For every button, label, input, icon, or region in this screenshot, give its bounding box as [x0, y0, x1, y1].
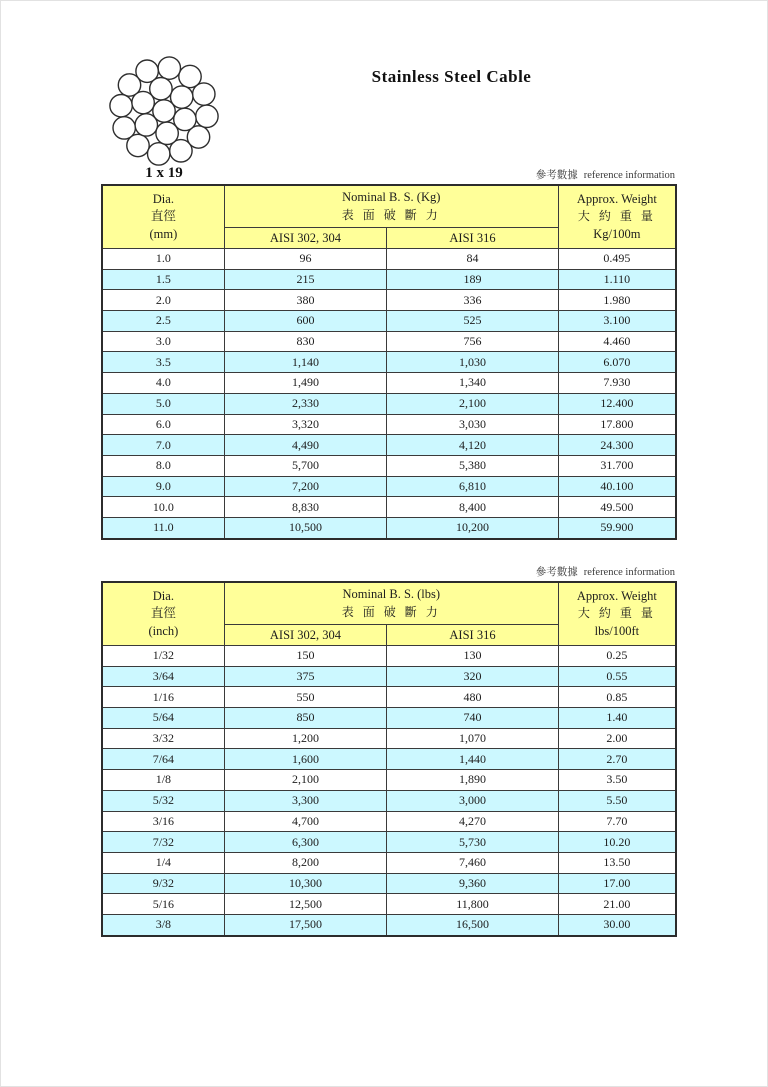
cell-diameter: 3.5 [102, 352, 224, 373]
cell-weight: 0.85 [558, 687, 676, 708]
cell-weight: 0.495 [558, 249, 676, 270]
table-row [102, 646, 676, 667]
cell-diameter: 1/32 [102, 646, 224, 667]
table-row [102, 290, 676, 311]
cell-aisi316: 3,000 [387, 790, 559, 811]
cell-diameter: 1.5 [102, 269, 224, 290]
cell-aisi302-304: 17,500 [224, 914, 386, 935]
cell-aisi316: 189 [387, 269, 559, 290]
construction-label: 1 x 19 [145, 165, 183, 181]
cell-aisi302-304: 96 [224, 249, 386, 270]
cell-aisi302-304: 2,100 [224, 770, 386, 791]
cell-weight: 3.50 [558, 770, 676, 791]
cell-aisi302-304: 4,490 [224, 435, 386, 456]
cell-aisi316: 480 [387, 687, 559, 708]
metric-aisi302-304-header: AISI 302, 304 [224, 228, 386, 249]
cell-aisi302-304: 150 [224, 646, 386, 667]
imperial-aisi302-304-header: AISI 302, 304 [224, 625, 386, 646]
cell-diameter: 1/16 [102, 687, 224, 708]
cell-diameter: 3/16 [102, 811, 224, 832]
cell-weight: 6.070 [558, 352, 676, 373]
cell-aisi302-304: 1,600 [224, 749, 386, 770]
cell-weight: 1.980 [558, 290, 676, 311]
cell-aisi316: 1,340 [387, 373, 559, 394]
table-row [102, 269, 676, 290]
table-row [102, 393, 676, 414]
cell-aisi316: 4,120 [387, 435, 559, 456]
cell-diameter: 7.0 [102, 435, 224, 456]
cell-aisi302-304: 600 [224, 311, 386, 332]
cell-diameter: 2.5 [102, 311, 224, 332]
table-row [102, 708, 676, 729]
cell-weight: 10.20 [558, 832, 676, 853]
cell-weight: 2.00 [558, 728, 676, 749]
cell-aisi316: 4,270 [387, 811, 559, 832]
cell-diameter: 1.0 [102, 249, 224, 270]
cell-diameter: 5/64 [102, 708, 224, 729]
table-row [102, 894, 676, 915]
table-row [102, 249, 676, 270]
cell-aisi316: 740 [387, 708, 559, 729]
cell-diameter: 5/16 [102, 894, 224, 915]
cell-aisi316: 16,500 [387, 914, 559, 935]
cell-weight: 3.100 [558, 311, 676, 332]
imperial-spec-table [101, 581, 677, 937]
cell-diameter: 3/32 [102, 728, 224, 749]
table-row [102, 331, 676, 352]
reference-note-zh: 參考數據 [535, 170, 578, 181]
table-row [102, 770, 676, 791]
cell-aisi316: 320 [387, 666, 559, 687]
cell-weight: 1.40 [558, 708, 676, 729]
cell-aisi302-304: 6,300 [224, 832, 386, 853]
cell-aisi316: 525 [387, 311, 559, 332]
cell-weight: 13.50 [558, 852, 676, 873]
cell-weight: 49.500 [558, 497, 676, 518]
cell-aisi316: 1,070 [387, 728, 559, 749]
cable-cross-section-icon [104, 51, 224, 171]
table-row [102, 914, 676, 935]
table-row [102, 790, 676, 811]
cell-aisi302-304: 12,500 [224, 894, 386, 915]
cell-aisi302-304: 830 [224, 331, 386, 352]
cell-weight: 5.50 [558, 790, 676, 811]
cell-diameter: 5/32 [102, 790, 224, 811]
cell-diameter: 6.0 [102, 414, 224, 435]
cell-weight: 40.100 [558, 476, 676, 497]
cell-aisi302-304: 7,200 [224, 476, 386, 497]
cell-weight: 1.110 [558, 269, 676, 290]
cell-weight: 21.00 [558, 894, 676, 915]
cell-aisi302-304: 550 [224, 687, 386, 708]
cell-aisi316: 9,360 [387, 873, 559, 894]
metric-spec-table [101, 184, 677, 540]
reference-note [375, 564, 675, 579]
cell-aisi302-304: 10,300 [224, 873, 386, 894]
imperial-breaking-strength-header: Nominal B. S. (lbs) 表 面 破 斷 力 [224, 582, 558, 625]
cell-diameter: 2.0 [102, 290, 224, 311]
cell-aisi302-304: 3,300 [224, 790, 386, 811]
cell-weight: 30.00 [558, 914, 676, 935]
table-row [102, 749, 676, 770]
cell-aisi316: 7,460 [387, 852, 559, 873]
imperial-weight-header: Approx. Weight 大 約 重 量 lbs/100ft [558, 582, 676, 646]
cell-diameter: 8.0 [102, 455, 224, 476]
table-row [102, 311, 676, 332]
table-row [102, 852, 676, 873]
cell-weight: 4.460 [558, 331, 676, 352]
reference-note-en: reference information [583, 170, 675, 181]
table-row [102, 728, 676, 749]
cell-diameter: 5.0 [102, 393, 224, 414]
cell-aisi316: 1,890 [387, 770, 559, 791]
cell-aisi302-304: 1,200 [224, 728, 386, 749]
cell-aisi302-304: 8,830 [224, 497, 386, 518]
cell-weight: 31.700 [558, 455, 676, 476]
cell-aisi302-304: 215 [224, 269, 386, 290]
cell-diameter: 3.0 [102, 331, 224, 352]
cell-aisi302-304: 8,200 [224, 852, 386, 873]
cell-aisi302-304: 2,330 [224, 393, 386, 414]
cell-aisi316: 5,380 [387, 455, 559, 476]
cell-weight: 0.55 [558, 666, 676, 687]
cell-weight: 59.900 [558, 517, 676, 538]
cell-diameter: 7/32 [102, 832, 224, 853]
table-row [102, 687, 676, 708]
table-row [102, 435, 676, 456]
cell-aisi302-304: 1,140 [224, 352, 386, 373]
cell-aisi316: 2,100 [387, 393, 559, 414]
cell-weight: 0.25 [558, 646, 676, 667]
cell-aisi302-304: 375 [224, 666, 386, 687]
cell-diameter: 9.0 [102, 476, 224, 497]
cell-aisi302-304: 4,700 [224, 811, 386, 832]
cell-diameter: 7/64 [102, 749, 224, 770]
cell-diameter: 9/32 [102, 873, 224, 894]
metric-dia-header: Dia. 直徑 (mm) [102, 185, 224, 249]
cell-diameter: 10.0 [102, 497, 224, 518]
cell-diameter: 3/8 [102, 914, 224, 935]
cell-aisi302-304: 3,320 [224, 414, 386, 435]
cell-weight: 7.930 [558, 373, 676, 394]
cell-aisi316: 3,030 [387, 414, 559, 435]
cell-diameter: 4.0 [102, 373, 224, 394]
cell-weight: 24.300 [558, 435, 676, 456]
cell-diameter: 3/64 [102, 666, 224, 687]
table-row [102, 352, 676, 373]
cell-aisi316: 1,440 [387, 749, 559, 770]
cell-aisi302-304: 5,700 [224, 455, 386, 476]
cell-aisi302-304: 10,500 [224, 517, 386, 538]
cell-aisi302-304: 1,490 [224, 373, 386, 394]
metric-weight-header: Approx. Weight 大 約 重 量 Kg/100m [558, 185, 676, 249]
table-row [102, 476, 676, 497]
table-row [102, 832, 676, 853]
table-row [102, 873, 676, 894]
table-row [102, 414, 676, 435]
cell-aisi316: 1,030 [387, 352, 559, 373]
cell-weight: 12.400 [558, 393, 676, 414]
cell-diameter: 11.0 [102, 517, 224, 538]
table-row [102, 811, 676, 832]
cell-aisi316: 756 [387, 331, 559, 352]
table-row [102, 666, 676, 687]
cell-weight: 17.800 [558, 414, 676, 435]
reference-note-zh: 參考數據 [535, 567, 578, 578]
cell-weight: 2.70 [558, 749, 676, 770]
cell-aisi316: 8,400 [387, 497, 559, 518]
cell-aisi316: 10,200 [387, 517, 559, 538]
cell-aisi316: 84 [387, 249, 559, 270]
cell-diameter: 1/4 [102, 852, 224, 873]
table-row [102, 497, 676, 518]
reference-note-en: reference information [583, 567, 675, 578]
cell-aisi316: 11,800 [387, 894, 559, 915]
cell-weight: 17.00 [558, 873, 676, 894]
cell-aisi302-304: 850 [224, 708, 386, 729]
table-row [102, 373, 676, 394]
cell-aisi316: 6,810 [387, 476, 559, 497]
cell-aisi316: 5,730 [387, 832, 559, 853]
imperial-aisi316-header: AISI 316 [387, 625, 559, 646]
metric-aisi316-header: AISI 316 [387, 228, 559, 249]
cell-weight: 7.70 [558, 811, 676, 832]
cell-aisi302-304: 380 [224, 290, 386, 311]
table-row [102, 455, 676, 476]
imperial-dia-header: Dia. 直徑 (inch) [102, 582, 224, 646]
table-row [102, 517, 676, 538]
reference-note [375, 167, 675, 182]
metric-breaking-strength-header: Nominal B. S. (Kg) 表 面 破 斷 力 [224, 185, 558, 228]
cell-aisi316: 130 [387, 646, 559, 667]
cell-aisi316: 336 [387, 290, 559, 311]
page-title: Stainless Steel Cable [371, 67, 532, 86]
cell-diameter: 1/8 [102, 770, 224, 791]
